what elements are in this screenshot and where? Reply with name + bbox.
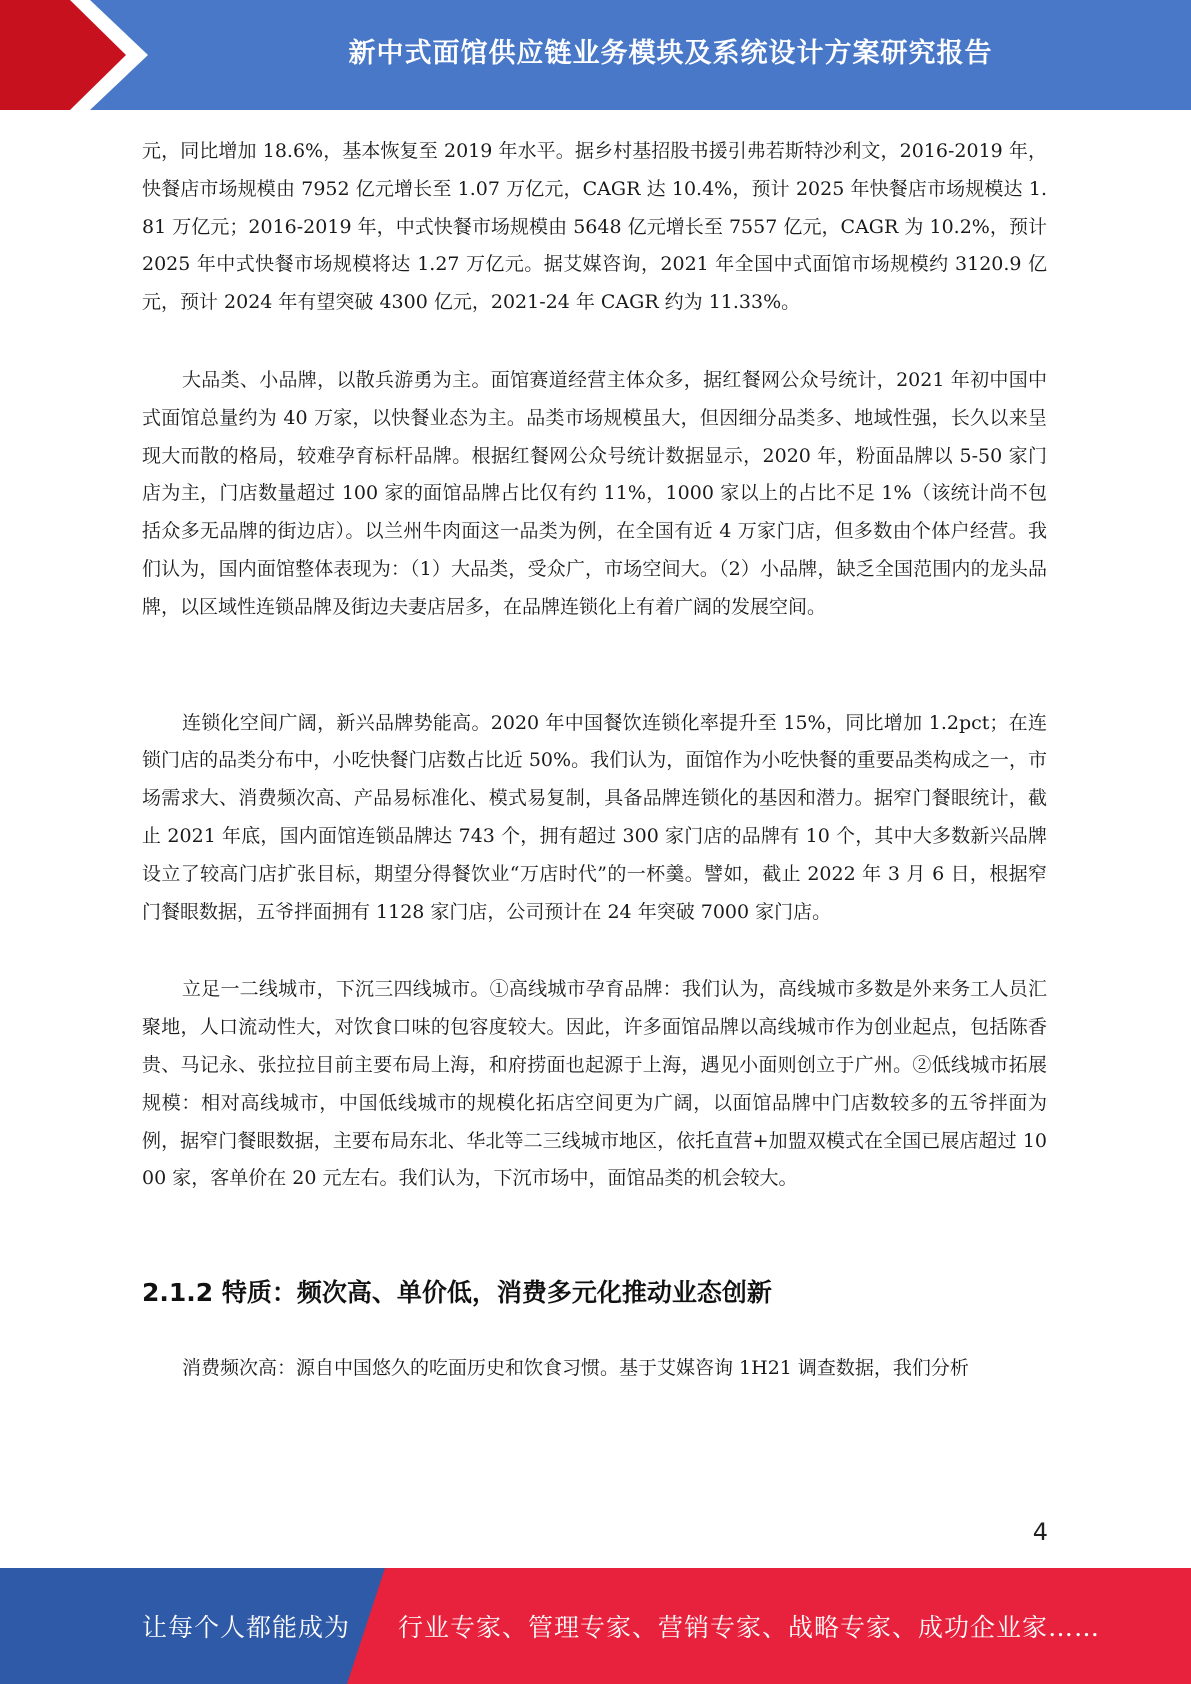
paragraph-market-size: 元，同比增加 18.6%，基本恢复至 2019 年水平。据乡村基招股书援引弗若斯特沙利文，2016-2019 年，快餐店市场规模由 7952 亿元增长至 1.07 万亿元，CAGR 达 10.4%，预计 2025 年快餐店市场规模达 1.81 万亿元；2016-2019 年，中式快餐市场规模由 5648 亿元增长至 7557 亿元，CAGR 为 10.2%，预计 2025 年中式快餐市场规模将达 1.27 万亿元。据艾媒咨询，2021 年全国中式面馆市场规模约 3120.9 亿元，预计 2024 年有望突破 4300 亿元，2021-24 年 CAGR 约为 11.33%。 [142, 140, 1047, 314]
page-header [0, 0, 1191, 110]
page-footer [0, 1568, 1191, 1684]
section-heading: 2.1.2 特质：频次高、单价低，消费多元化推动业态创新 [142, 1278, 772, 1308]
paragraph-city-tiers: 立足一二线城市，下沉三四线城市。①高线城市孕育品牌：我们认为，高线城市多数是外来务工人员汇聚地，人口流动性大，对饮食口味的包容度较大。因此，许多面馆品牌以高线城市作为创业起点，包括陈香贵、马记永、张拉拉目前主要布局上海，和府捞面也起源于上海，遇见小面则创立于广州。②低线城市拓展规模：相对高线城市，中国低线城市的规模化拓店空间更为广阔，以面馆品牌中门店数较多的五爷拌面为例，据窄门餐眼数据，主要布局东北、华北等二三线城市地区，依托直营+加盟双模式在全国已展店超过 1000 家，客单价在 20 元左右。我们认为，下沉市场中，面馆品类的机会较大。 [142, 978, 1047, 1190]
report-title: 新中式面馆供应链业务模块及系统设计方案研究报告 [348, 37, 993, 69]
main-content [142, 133, 1047, 1388]
footer-slogan-right: 行业专家、管理专家、营销专家、战略专家、成功企业家…… [398, 1613, 1101, 1642]
paragraph-big-category: 大品类、小品牌，以散兵游勇为主。面馆赛道经营主体众多，据红餐网公众号统计，2021 年初中国中式面馆总量约为 40 万家，以快餐业态为主。品类市场规模虽大，但因细分品类多、地域性强，长久以来呈现大而散的格局，较难孕育标杆品牌。根据红餐网公众号统计数据显示，2020 年，粉面品牌以 5-50 家门店为主，门店数量超过 100 家的面馆品牌占比仅有约 11%，1000 家以上的占比不足 1%（该统计尚不包括众多无品牌的街边店）。以兰州牛肉面这一品类为例，在全国有近 4 万家门店，但多数由个体户经营。我们认为，国内面馆整体表现为：（1）大品类，受众广，市场空间大。（2）小品牌，缺乏全国范围内的龙头品牌，以区域性连锁品牌及街边夫妻店居多，在品牌连锁化上有着广阔的发展空间。 [142, 368, 1047, 618]
paragraph-chain-space: 连锁化空间广阔，新兴品牌势能高。2020 年中国餐饮连锁化率提升至 15%，同比增加 1.2pct；在连锁门店的品类分布中，小吃快餐门店数占比近 50%。我们认为，面馆作为小吃快餐的重要品类构成之一，市场需求大、消费频次高、产品易标准化、模式易复制，具备品牌连锁化的基因和潜力。据窄门餐眼统计，截止 2021 年底，国内面馆连锁品牌达 743 个，拥有超过 300 家门店的品牌有 10 个，其中大多数新兴品牌设立了较高门店扩张目标，期望分得餐饮业“万店时代”的一杯羹。譬如，截止 2022 年 3 月 6 日，根据窄门餐眼数据，五爷拌面拥有 1128 家门店，公司预计在 24 年突破 7000 家门店。 [142, 711, 1047, 923]
chevron-arrow-icon [0, 0, 160, 110]
footer-slogan-left: 让每个人都能成为 [142, 1613, 351, 1642]
paragraph-frequency: 消费频次高：源自中国悠久的吃面历史和饮食习惯。基于艾媒咨询 1H21 调查数据，我们分析 [182, 1357, 969, 1380]
page-number: 4 [1032, 1518, 1048, 1546]
